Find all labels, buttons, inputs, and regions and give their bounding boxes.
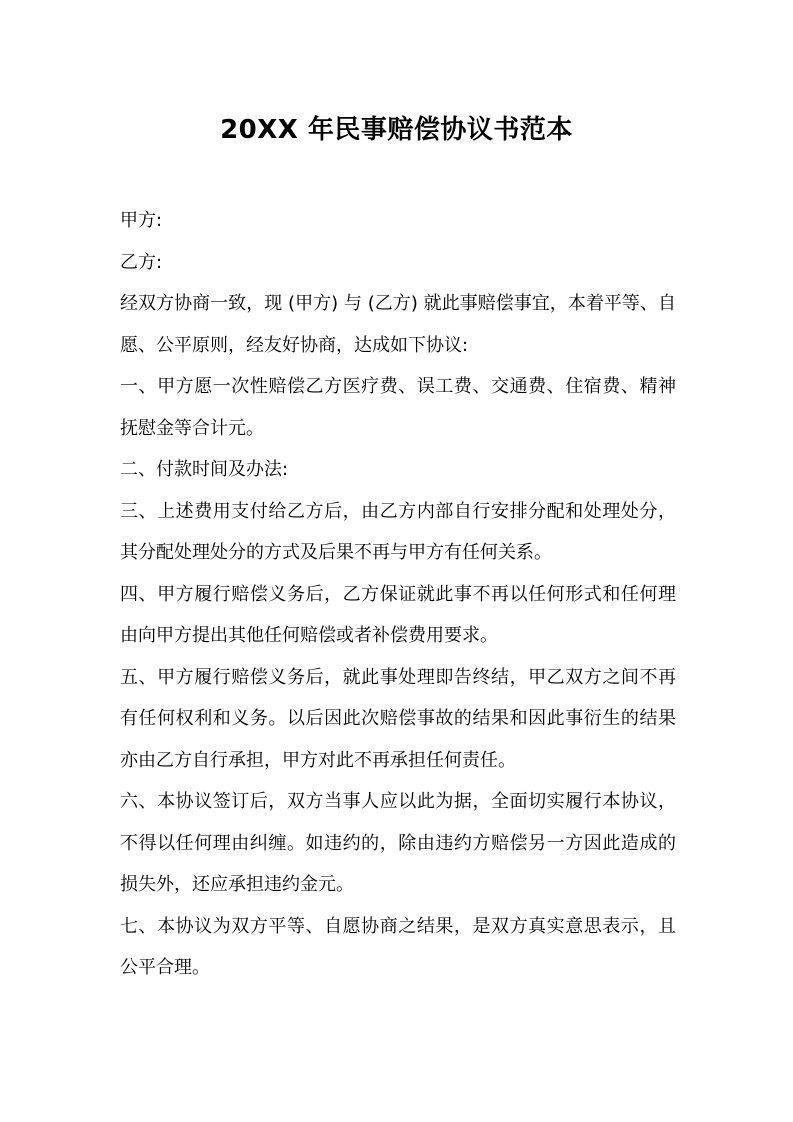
clause-2: 二、付款时间及办法:: [120, 459, 289, 480]
document-body: [120, 200, 676, 989]
preamble-paragraph: 经双方协商一致，现 (甲方) 与 (乙方) 就此事赔偿事宜，本着平等、自愿、公平原则，经友好协商，达成如下协议:: [120, 293, 676, 356]
party-a-line: 甲方:: [120, 210, 163, 231]
document-title: 20XX 年民事赔偿协议书范本: [220, 115, 573, 145]
clause-3: 三、上述费用支付给乙方后，由乙方内部自行安排分配和处理处分，其分配处理处分的方式及后果不再与甲方有任何关系。: [120, 500, 676, 563]
party-b-line: 乙方:: [120, 251, 163, 273]
clause-6: 六、本协议签订后，双方当事人应以此为据，全面切实履行本协议，不得以任何理由纠缠。如违约的，除由违约方赔偿另一方因此造成的损失外，还应承担违约金元。: [120, 791, 676, 895]
clause-4: 四、甲方履行赔偿义务后，乙方保证就此事不再以任何形式和任何理由向甲方提出其他任何赔偿或者补偿费用要求。: [120, 583, 676, 646]
clause-7: 七、本协议为双方平等、自愿协商之结果，是双方真实意思表示，且公平合理。: [120, 915, 676, 978]
clause-5: 五、甲方履行赔偿义务后，就此事处理即告终结，甲乙双方之间不再有任何权利和义务。以后因此次赔偿事故的结果和因此事衍生的结果亦由乙方自行承担，甲方对此不再承担任何责任。: [120, 666, 676, 771]
clause-1: 一、甲方愿一次性赔偿乙方医疗费、误工费、交通费、住宿费、精神抚慰金等合计元。: [120, 376, 676, 439]
